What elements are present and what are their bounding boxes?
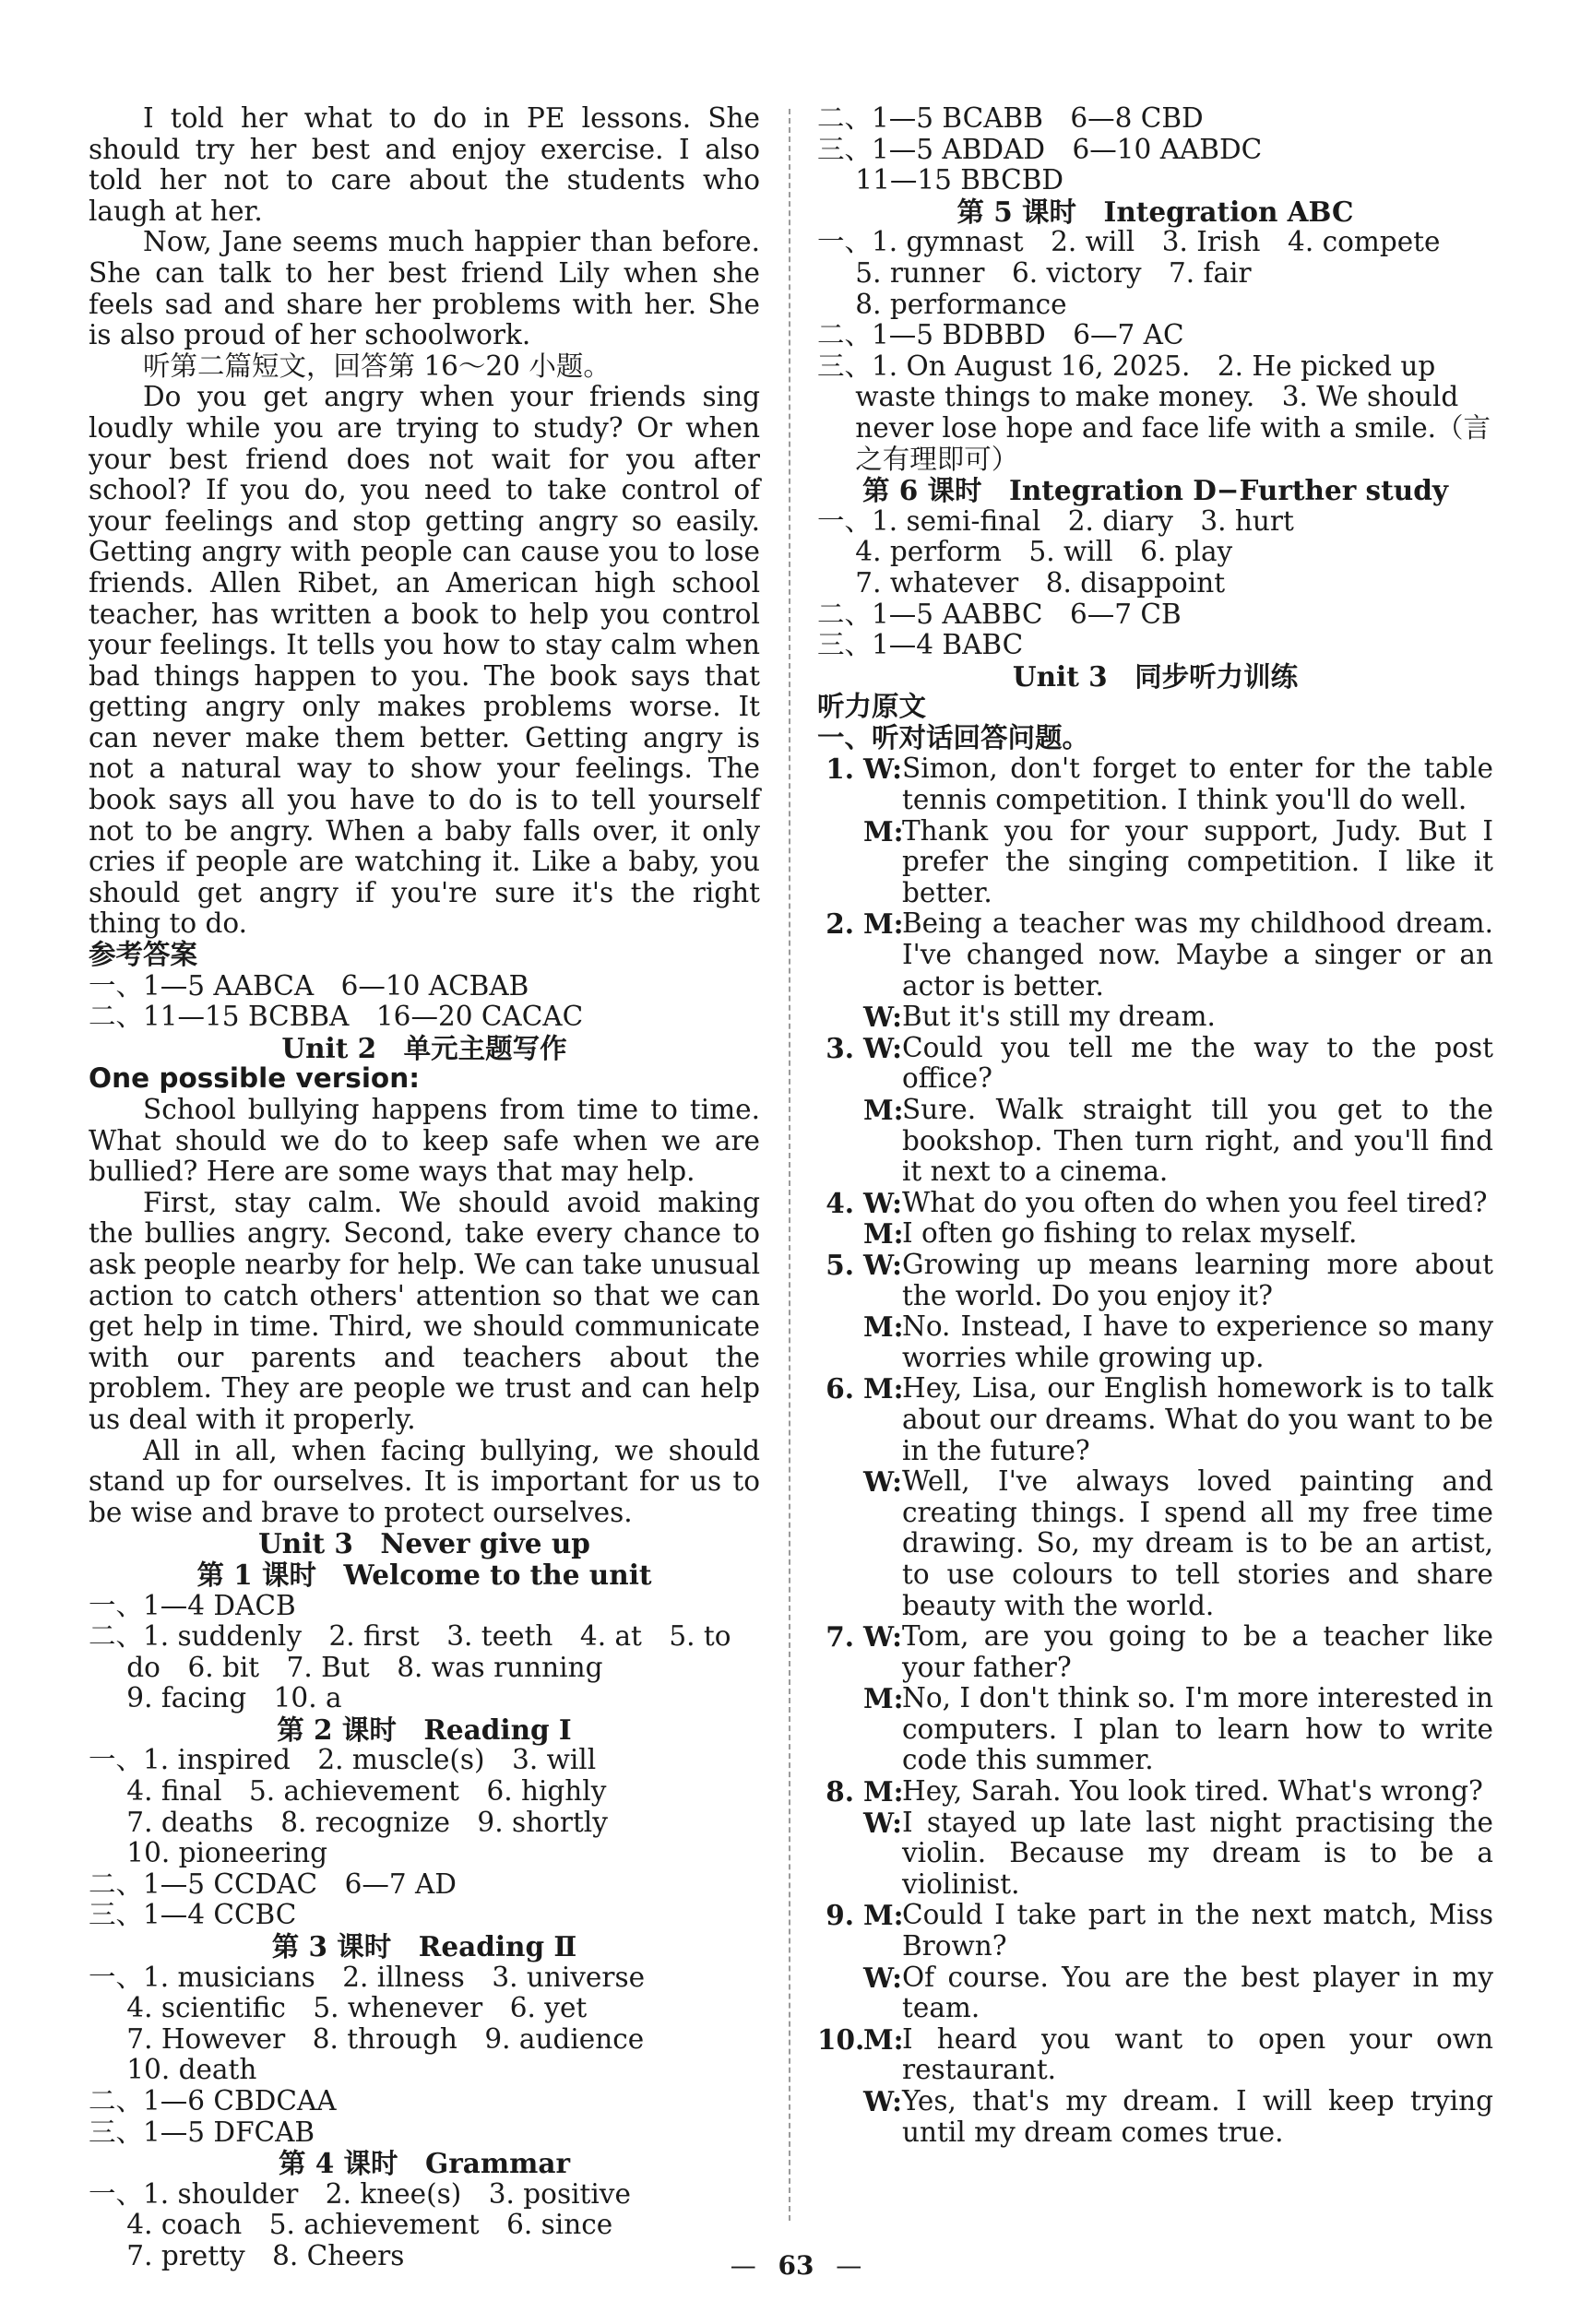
lesson5-answer-1-line1: 一、1. gymnast 2. will 3. Irish 4. compete [817,226,1441,258]
dialogue-speaker: W: [863,1248,903,1281]
lesson4-answer-3-line2: 11—15 BBCBD [855,164,1064,196]
lesson3-answer-1-line1: 一、1. musicians 2. illness 3. universe [89,1961,646,1993]
essay-paragraph-2: First, stay calm. We should avoid making the bullies angry. Second, take every chance to ask people nearby for help. We can take unusual action to catch others' attention so that we can get help in time. Third, we should communicate with our parents and teachers about the problem. They are people we trust and can help us deal with it properly. [89,1186,760,1435]
dialogue-number: 9. [826,1899,854,1932]
lesson1-answer-2-line1: 二、1. suddenly 2. first 3. teeth 4. at 5. to [89,1620,731,1653]
dialogue-line [817,1962,1493,2024]
dialogue-line [817,1002,1493,1033]
dialogue-line [817,1808,1493,1901]
dialogue-speaker: M: [863,1094,904,1126]
passage2-text: Do you get angry when your friends sing loudly while you are trying to study? Or when your best friend does not wait for you after school? If you do, you need to take control of your feelings and stop getting angry so easily. Getting angry with people can cause you to lose friends. Allen Ribet, an American high school teacher, has written a book to help you control your feelings. It tells you how to stay calm when bad things happen to you. The book says that getting angry only makes problems worse. It can never make them better. Getting angry is not a natural way to show your feelings. The book says all you have to do is to tell yourself not to be angry. When a baby falls over, it only cries if people are watching it. Like a baby, you should get angry if you're sure it's the right thing to do. [89,381,760,940]
dialogue-line [817,753,1493,815]
lesson2-answer-3: 三、1—4 CCBC [89,1899,297,1931]
dialogue-line [817,1188,1493,1219]
ref-answers-label: 参考答案 [89,939,198,971]
dialogue-text: But it's still my dream. [902,1001,1216,1033]
lesson2-heading: 第 2 课时 Reading Ⅰ [277,1713,572,1746]
dialogue-speaker: M: [863,1372,904,1405]
dialogue-text: Could I take part in the next match, Miss Brown? [902,1899,1493,1962]
ref-answer-2: 二、11—15 BCBBA 16—20 CACAC [89,1001,584,1033]
dialogue-text: Thank you for your support, Judy. But I prefer the singing competition. I like it better. [902,814,1493,908]
lesson1-answer-2-line3: 9. facing 10. a [126,1682,342,1714]
dialogue-text: No. Instead, I have to experience so many worries while growing up. [902,1310,1493,1373]
lesson4-answer-1-line1: 一、1. shoulder 2. knee(s) 3. positive [89,2177,631,2210]
dialogue-line [817,1373,1493,1466]
right-column [817,103,1493,2148]
dialogue-number: 5. [826,1248,854,1281]
dialogue-text: Growing up means learning more about the world. Do you enjoy it? [902,1248,1493,1311]
lesson6-answer-3: 三、1—4 BABC [817,629,1024,661]
unit3-heading: Unit 3 Never give up [258,1527,590,1560]
dialogue-line [817,1311,1493,1373]
lesson5-answer-3-line2: waste things to make money. 3. We should [855,381,1459,413]
dialogue-text: Simon, don't forget to enter for the table tennis competition. I think you'll do well. [902,753,1493,816]
left-column [89,103,760,2272]
dialogue-text: Well, I've always loved painting and creating things. I spend all my free time drawing. So, my dream is to be an artist, to use colours to tell stories and share beauty with the world. [902,1465,1493,1621]
dialogue-speaker: W: [863,753,903,786]
footer-dash-right: — [836,2250,862,2281]
dialogue-text: Tom, are you going to be a teacher like your father? [902,1620,1493,1683]
lesson3-heading: 第 3 课时 Reading Ⅱ [271,1930,577,1963]
listening-part1-label: 一、听对话回答问题。 [817,721,1090,753]
dialogue-line [817,816,1493,909]
lesson3-answer-2: 二、1—6 CBDCAA [89,2085,337,2116]
lesson3-answer-1-line3: 7. However 8. through 9. audience [126,2022,645,2055]
dialogue-number [817,1311,863,1373]
dialogue-line [817,1218,1493,1250]
lesson3-answer-1-line2: 4. scientific 5. whenever 6. yet [126,1992,588,2024]
dialogue-line [817,1095,1493,1188]
possible-version-label: One possible version: [89,1062,420,1095]
intro-paragraph-1: I told her what to do in PE lessons. She should try her best and enjoy exercise. I also told her not to care about the students who laugh at her. [89,102,760,227]
dialogue-speaker: M: [863,814,904,848]
lesson1-answer-1: 一、1—4 DACB [89,1589,296,1621]
dialogue-speaker: M: [863,1899,904,1932]
dialogue-speaker: W: [863,1186,903,1219]
dialogue-number: 2. [826,907,854,941]
dialogue-line [817,908,1493,1002]
listening-source-label: 听力原文 [817,691,927,723]
dialogue-line [817,1683,1493,1776]
lesson5-answer-2: 二、1—5 BDBBD 6—7 AC [817,319,1184,351]
lesson6-answer-1-line2: 4. perform 5. will 6. play [855,536,1233,568]
dialogue-text: Yes, that's my dream. I will keep trying until my dream comes true. [902,2085,1493,2148]
dialogue-number: 3. [826,1031,854,1064]
dialogue-number [817,2086,863,2148]
lesson6-answer-1-line1: 一、1. semi-final 2. diary 3. hurt [817,504,1294,537]
lesson2-answer-1-line2: 4. final 5. achievement 6. highly [126,1775,607,1808]
dialogue-line [817,1776,1493,1808]
lesson1-heading: 第 1 课时 Welcome to the unit [196,1558,652,1591]
dialogue-number: 4. [826,1186,854,1219]
dialogue-speaker: M: [863,1310,904,1344]
lesson6-heading: 第 6 课时 Integration D−Further study [861,474,1449,507]
dialogue-speaker: M: [863,2022,904,2056]
dialogue-number: 8. [826,1775,854,1808]
intro-paragraph-2: Now, Jane seems much happier than before. She can talk to her best friend Lily when she feels sad and share her problems with her. She is also proud of her schoolwork. [89,226,760,351]
essay-paragraph-3: All in all, when facing bullying, we should stand up for ourselves. It is important for us to be wise and brave to protect ourselves. [89,1434,760,1528]
ref-answer-1: 一、1—5 AABCA 6—10 ACBAB [89,969,529,1002]
lesson2-answer-1-line3: 7. deaths 8. recognize 9. shortly [126,1806,608,1838]
lesson1-answer-2-line2: do 6. bit 7. But 8. was running [126,1651,603,1683]
dialogue-speaker: M: [863,1217,904,1251]
column-divider [789,109,790,2221]
dialogue-line [817,1033,1493,1095]
lesson2-answer-1-line1: 一、1. inspired 2. muscle(s) 3. will [89,1744,597,1776]
dialogue-number [817,816,863,909]
dialogue-number [817,1095,863,1188]
lesson4-answer-3-line1: 三、1—5 ABDAD 6—10 AABDC [817,133,1263,165]
dialogue-text: Being a teacher was my childhood dream. I've changed now. Maybe a singer or an actor is better. [902,907,1493,1002]
lesson4-answer-2: 二、1—5 BCABB 6—8 CBD [817,102,1204,134]
lesson4-heading: 第 4 课时 Grammar [278,2147,570,2180]
dialogue-number [817,1218,863,1250]
dialogue-text: I stayed up late last night practising the violin. Because my dream is to be a violinist. [902,1806,1493,1900]
dialogue-text: Hey, Lisa, our English homework is to talk about our dreams. What do you want to be in the future? [902,1372,1493,1466]
dialogue-list [817,753,1493,2148]
dialogue-speaker: M: [863,1682,904,1715]
lesson5-answer-3-line4: 之有理即可） [855,443,1019,475]
dialogue-text: Of course. You are the best player in my team. [902,1961,1493,2024]
dialogue-number: 6. [826,1372,854,1405]
passage2-title: 听第二篇短文，回答第 16～20 小题。 [143,350,611,382]
dialogue-speaker: W: [863,1001,903,1034]
dialogue-line [817,1250,1493,1311]
lesson3-answer-3: 三、1—5 DFCAB [89,2116,315,2148]
dialogue-speaker: M: [863,1775,904,1808]
dialogue-speaker: W: [863,1806,903,1839]
dialogue-number: 10. [817,2022,865,2056]
lesson3-answer-1-line4: 10. death [126,2054,257,2086]
dialogue-speaker: W: [863,1031,903,1064]
dialogue-number [817,1002,863,1033]
dialogue-speaker: W: [863,1961,903,1994]
dialogue-speaker: W: [863,2085,903,2117]
dialogue-line [817,2086,1493,2148]
lesson5-answer-1-line3: 8. performance [855,288,1067,320]
dialogue-number: 7. [826,1620,854,1654]
lesson2-answer-2: 二、1—5 CCDAC 6—7 AD [89,1868,457,1900]
dialogue-number [817,1808,863,1901]
dialogue-text: Sure. Walk straight till you get to the bookshop. Then turn right, and you'll find it next to a cinema. [902,1094,1493,1188]
lesson5-answer-3-line1: 三、1. On August 16, 2025. 2. He picked up [817,350,1436,382]
lesson4-answer-1-line2: 4. coach 5. achievement 6. since [126,2209,613,2241]
dialogue-text: Could you tell me the way to the post office? [902,1031,1493,1095]
lesson2-answer-1-line4: 10. pioneering [126,1837,328,1869]
lesson6-answer-1-line3: 7. whatever 8. disappoint [855,566,1226,599]
page-number: 63 [778,2250,814,2281]
unit3-listening-heading: Unit 3 同步听力训练 [1012,659,1299,693]
dialogue-text: I heard you want to open your own restaurant. [902,2022,1493,2086]
lesson5-answer-3-line3: never lose hope and face life with a smile.（言 [855,411,1491,444]
lesson4-answer-1-line3: 7. pretty 8. Cheers [126,2239,405,2271]
lesson5-heading: 第 5 课时 Integration ABC [956,195,1354,228]
essay-paragraph-1: School bullying happens from time to time. What should we do to keep safe when we are bullied? Here are some ways that may help. [89,1094,760,1188]
page-number-footer [0,2250,1592,2281]
lesson6-answer-2: 二、1—5 AABBC 6—7 CB [817,598,1182,630]
dialogue-speaker: W: [863,1620,903,1654]
dialogue-speaker: M: [863,907,904,941]
dialogue-speaker: W: [863,1465,903,1499]
dialogue-number [817,1683,863,1776]
footer-dash-left: — [730,2250,756,2281]
dialogue-number [817,1466,863,1621]
unit2-heading: Unit 2 单元主题写作 [281,1031,567,1064]
dialogue-line [817,1900,1493,1962]
dialogue-line [817,1621,1493,1683]
dialogue-line [817,2024,1493,2086]
dialogue-line [817,1466,1493,1621]
dialogue-text: I often go fishing to relax myself. [902,1217,1358,1250]
dialogue-number: 1. [826,753,854,786]
dialogue-text: No, I don't think so. I'm more interested in computers. I plan to learn how to write code this summer. [902,1682,1493,1776]
dialogue-text: Hey, Sarah. You look tired. What's wrong? [902,1775,1483,1808]
lesson5-answer-1-line2: 5. runner 6. victory 7. fair [855,256,1252,289]
dialogue-text: What do you often do when you feel tired? [902,1186,1488,1218]
dialogue-number [817,1962,863,2024]
